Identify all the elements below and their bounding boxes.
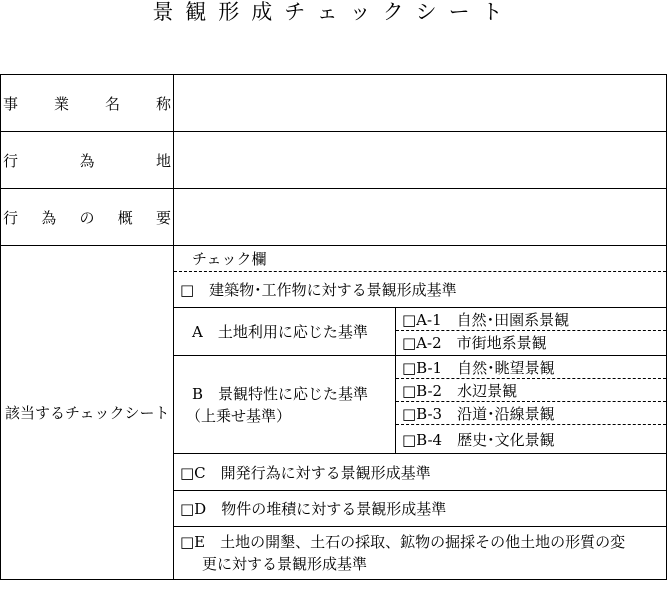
label-char: 為 <box>41 208 57 227</box>
option-d[interactable]: □D 物件の堆積に対する景観形成基準 <box>174 491 666 527</box>
site-label <box>1 132 174 189</box>
site-row <box>1 132 667 189</box>
label-char: 業 <box>53 94 69 113</box>
label-char: 行 <box>3 151 19 170</box>
group-b <box>174 356 666 454</box>
option-e-line2: 更に対する景観形成基準 <box>202 555 368 573</box>
checksheet-options <box>174 246 667 580</box>
option-building[interactable]: □ 建築物･工作物に対する景観形成基準 <box>174 272 666 308</box>
applicable-row <box>1 246 667 580</box>
group-b-label-line2: （上乗せ基準） <box>186 406 292 425</box>
label-char: 行 <box>3 208 19 227</box>
label-char: 為 <box>79 151 95 170</box>
label-char: 概 <box>117 208 133 227</box>
option-b2[interactable]: □B-2 水辺景観 <box>396 379 666 402</box>
project-name-label <box>1 75 174 132</box>
summary-label <box>1 189 174 246</box>
group-a <box>174 308 666 356</box>
option-b1[interactable]: □B-1 自然･眺望景観 <box>396 356 666 379</box>
project-name-row <box>1 75 667 132</box>
option-e-line1: □E 土地の開墾、土石の採取、鉱物の掘採その他土地の形質の変 <box>180 533 626 551</box>
check-column-header: チェック欄 <box>174 246 666 272</box>
page-title: 景観形成チェックシート <box>152 0 515 24</box>
option-b4[interactable]: □B-4 歴史･文化景観 <box>402 430 555 449</box>
checksheet-table <box>0 74 667 580</box>
option-e[interactable] <box>174 527 666 579</box>
summary-field[interactable] <box>174 189 667 246</box>
group-b-label <box>174 356 396 453</box>
label-char: 名 <box>104 94 120 113</box>
label-char: 地 <box>155 151 171 170</box>
option-a1[interactable]: □A-1 自然･田園系景観 <box>396 308 666 331</box>
label-char: 要 <box>155 208 171 227</box>
option-a2[interactable]: □A-2 市街地系景観 <box>402 334 547 352</box>
label-char: 称 <box>155 94 171 113</box>
group-a-label: A 土地利用に応じた基準 <box>174 308 396 355</box>
applicable-label: 該当するチェックシート <box>1 246 174 580</box>
label-char: の <box>79 208 95 227</box>
option-c[interactable]: □C 開発行為に対する景観形成基準 <box>174 454 666 491</box>
option-b3[interactable]: □B-3 沿道･沿線景観 <box>396 402 666 425</box>
group-b-label-line1: B 景観特性に応じた基準 <box>192 384 369 403</box>
summary-row <box>1 189 667 246</box>
label-char: 事 <box>3 94 19 113</box>
site-field[interactable] <box>174 132 667 189</box>
project-name-field[interactable] <box>174 75 667 132</box>
